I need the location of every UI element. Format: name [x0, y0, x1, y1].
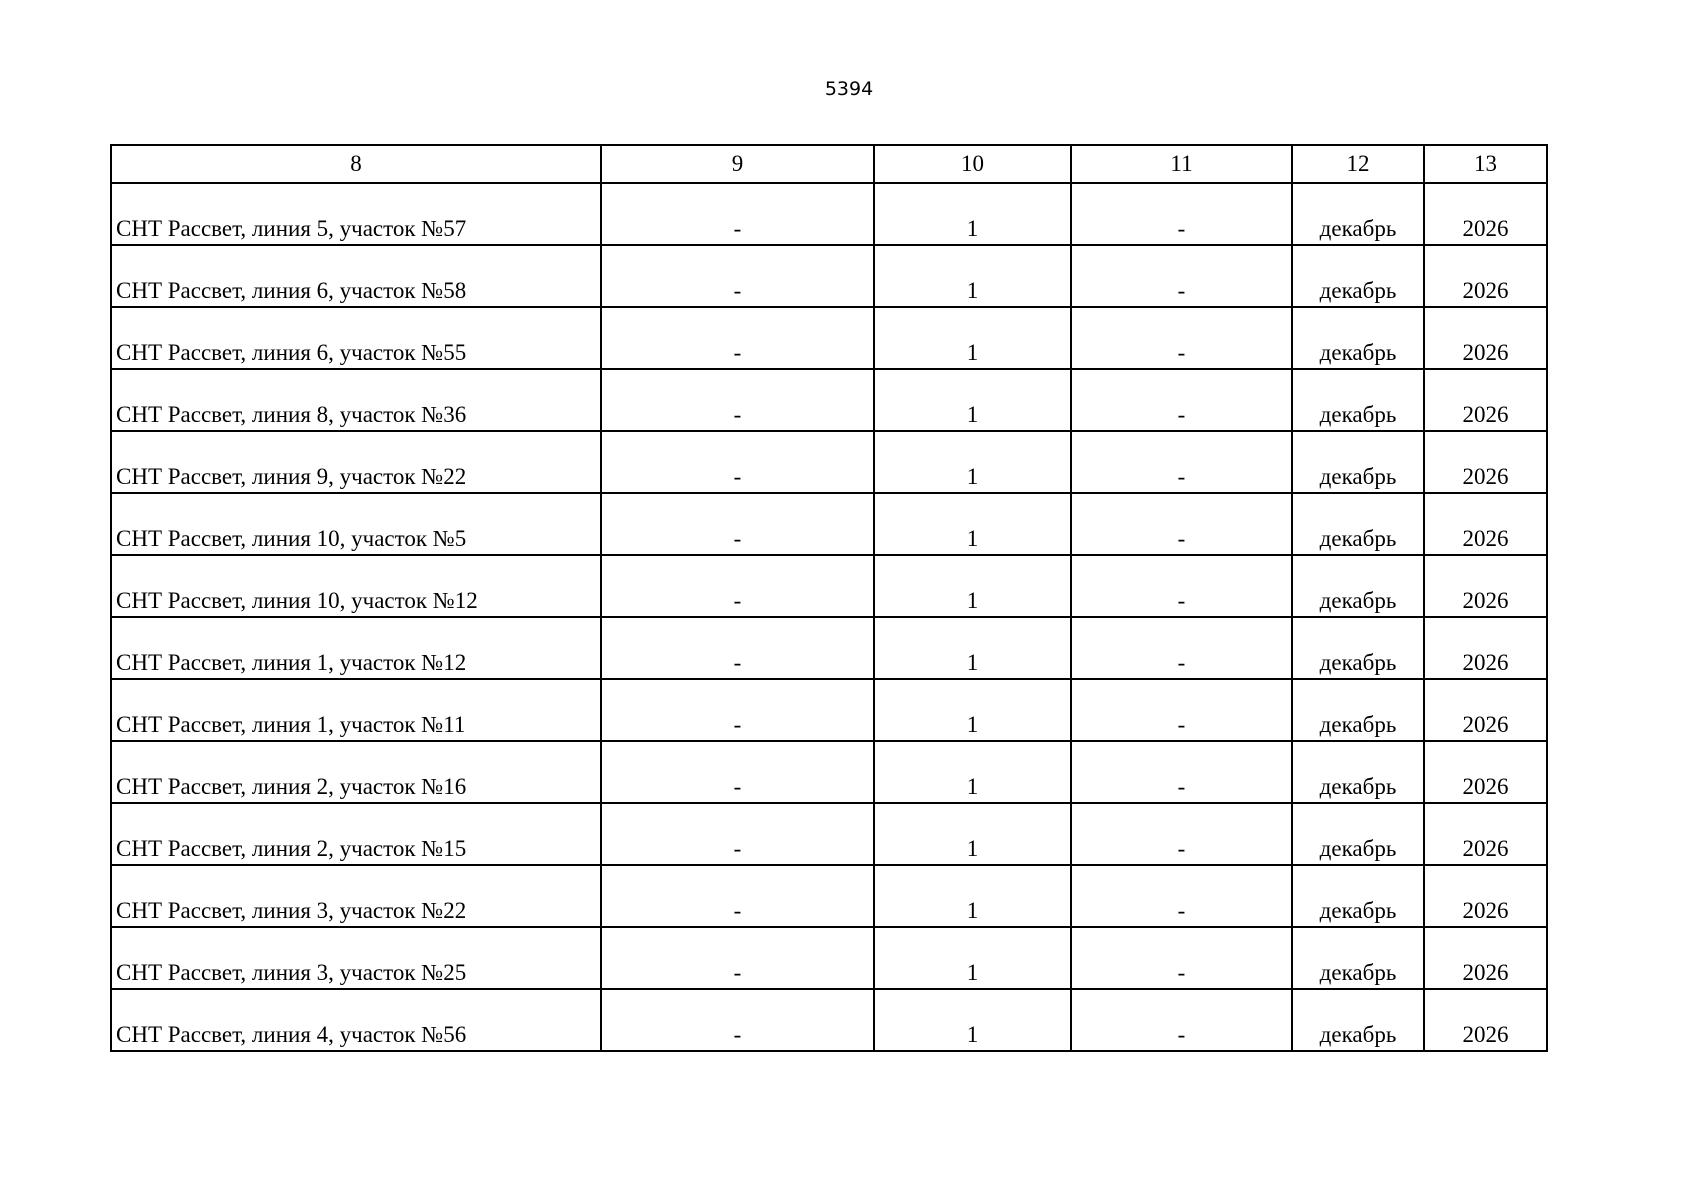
- month-cell: декабрь: [1292, 183, 1424, 245]
- col-10-cell: 1: [874, 803, 1071, 865]
- col-11-cell: -: [1071, 493, 1292, 555]
- col-9-cell: -: [601, 555, 874, 617]
- col-10-cell: 1: [874, 493, 1071, 555]
- year-cell: 2026: [1424, 865, 1547, 927]
- col-11-cell: -: [1071, 369, 1292, 431]
- year-cell: 2026: [1424, 555, 1547, 617]
- data-table: [110, 144, 1548, 1052]
- address-cell: СНТ Рассвет, линия 9, участок №22: [111, 431, 601, 493]
- address-cell: СНТ Рассвет, линия 6, участок №55: [111, 307, 601, 369]
- col-9-cell: -: [601, 183, 874, 245]
- address-cell: СНТ Рассвет, линия 1, участок №11: [111, 679, 601, 741]
- table-row: [111, 679, 1547, 741]
- column-header-13: 13: [1424, 145, 1547, 183]
- year-cell: 2026: [1424, 989, 1547, 1051]
- column-header-11: 11: [1071, 145, 1292, 183]
- col-10-cell: 1: [874, 865, 1071, 927]
- table-row: [111, 183, 1547, 245]
- col-9-cell: -: [601, 617, 874, 679]
- col-10-cell: 1: [874, 617, 1071, 679]
- year-cell: 2026: [1424, 369, 1547, 431]
- month-cell: декабрь: [1292, 245, 1424, 307]
- col-10-cell: 1: [874, 183, 1071, 245]
- address-cell: СНТ Рассвет, линия 4, участок №56: [111, 989, 601, 1051]
- col-10-cell: 1: [874, 741, 1071, 803]
- month-cell: декабрь: [1292, 307, 1424, 369]
- table-row: [111, 369, 1547, 431]
- year-cell: 2026: [1424, 493, 1547, 555]
- address-cell: СНТ Рассвет, линия 10, участок №12: [111, 555, 601, 617]
- header-row: [111, 145, 1547, 183]
- year-cell: 2026: [1424, 741, 1547, 803]
- year-cell: 2026: [1424, 431, 1547, 493]
- column-header-9: 9: [601, 145, 874, 183]
- address-cell: СНТ Рассвет, линия 3, участок №22: [111, 865, 601, 927]
- table-row: [111, 493, 1547, 555]
- month-cell: декабрь: [1292, 555, 1424, 617]
- table-row: [111, 927, 1547, 989]
- col-10-cell: 1: [874, 927, 1071, 989]
- col-10-cell: 1: [874, 555, 1071, 617]
- col-11-cell: -: [1071, 431, 1292, 493]
- address-cell: СНТ Рассвет, линия 2, участок №16: [111, 741, 601, 803]
- col-11-cell: -: [1071, 679, 1292, 741]
- table-row: [111, 617, 1547, 679]
- year-cell: 2026: [1424, 927, 1547, 989]
- col-10-cell: 1: [874, 679, 1071, 741]
- month-cell: декабрь: [1292, 989, 1424, 1051]
- col-11-cell: -: [1071, 803, 1292, 865]
- col-9-cell: -: [601, 803, 874, 865]
- col-10-cell: 1: [874, 245, 1071, 307]
- address-cell: СНТ Рассвет, линия 8, участок №36: [111, 369, 601, 431]
- col-9-cell: -: [601, 307, 874, 369]
- address-cell: СНТ Рассвет, линия 2, участок №15: [111, 803, 601, 865]
- address-cell: СНТ Рассвет, линия 3, участок №25: [111, 927, 601, 989]
- table-row: [111, 307, 1547, 369]
- year-cell: 2026: [1424, 183, 1547, 245]
- col-9-cell: -: [601, 431, 874, 493]
- year-cell: 2026: [1424, 307, 1547, 369]
- table-row: [111, 803, 1547, 865]
- table-row: [111, 741, 1547, 803]
- column-header-8: 8: [111, 145, 601, 183]
- col-10-cell: 1: [874, 431, 1071, 493]
- col-11-cell: -: [1071, 927, 1292, 989]
- col-11-cell: -: [1071, 741, 1292, 803]
- table-row: [111, 555, 1547, 617]
- table-row: [111, 245, 1547, 307]
- address-cell: СНТ Рассвет, линия 1, участок №12: [111, 617, 601, 679]
- table-row: [111, 989, 1547, 1051]
- col-11-cell: -: [1071, 245, 1292, 307]
- col-9-cell: -: [601, 493, 874, 555]
- column-header-12: 12: [1292, 145, 1424, 183]
- col-10-cell: 1: [874, 989, 1071, 1051]
- column-header-10: 10: [874, 145, 1071, 183]
- table-header: [111, 145, 1547, 183]
- table-row: [111, 431, 1547, 493]
- col-10-cell: 1: [874, 369, 1071, 431]
- col-9-cell: -: [601, 927, 874, 989]
- col-11-cell: -: [1071, 617, 1292, 679]
- col-11-cell: -: [1071, 989, 1292, 1051]
- col-9-cell: -: [601, 989, 874, 1051]
- col-9-cell: -: [601, 245, 874, 307]
- col-9-cell: -: [601, 679, 874, 741]
- page-number: 5394: [824, 78, 874, 100]
- col-10-cell: 1: [874, 307, 1071, 369]
- month-cell: декабрь: [1292, 865, 1424, 927]
- address-cell: СНТ Рассвет, линия 5, участок №57: [111, 183, 601, 245]
- month-cell: декабрь: [1292, 617, 1424, 679]
- year-cell: 2026: [1424, 617, 1547, 679]
- col-11-cell: -: [1071, 307, 1292, 369]
- col-11-cell: -: [1071, 555, 1292, 617]
- month-cell: декабрь: [1292, 927, 1424, 989]
- month-cell: декабрь: [1292, 679, 1424, 741]
- col-9-cell: -: [601, 865, 874, 927]
- address-cell: СНТ Рассвет, линия 10, участок №5: [111, 493, 601, 555]
- col-9-cell: -: [601, 369, 874, 431]
- month-cell: декабрь: [1292, 369, 1424, 431]
- month-cell: декабрь: [1292, 431, 1424, 493]
- address-cell: СНТ Рассвет, линия 6, участок №58: [111, 245, 601, 307]
- col-9-cell: -: [601, 741, 874, 803]
- month-cell: декабрь: [1292, 741, 1424, 803]
- month-cell: декабрь: [1292, 803, 1424, 865]
- col-11-cell: -: [1071, 183, 1292, 245]
- month-cell: декабрь: [1292, 493, 1424, 555]
- year-cell: 2026: [1424, 803, 1547, 865]
- table-body: [111, 183, 1547, 1051]
- year-cell: 2026: [1424, 679, 1547, 741]
- year-cell: 2026: [1424, 245, 1547, 307]
- table-row: [111, 865, 1547, 927]
- col-11-cell: -: [1071, 865, 1292, 927]
